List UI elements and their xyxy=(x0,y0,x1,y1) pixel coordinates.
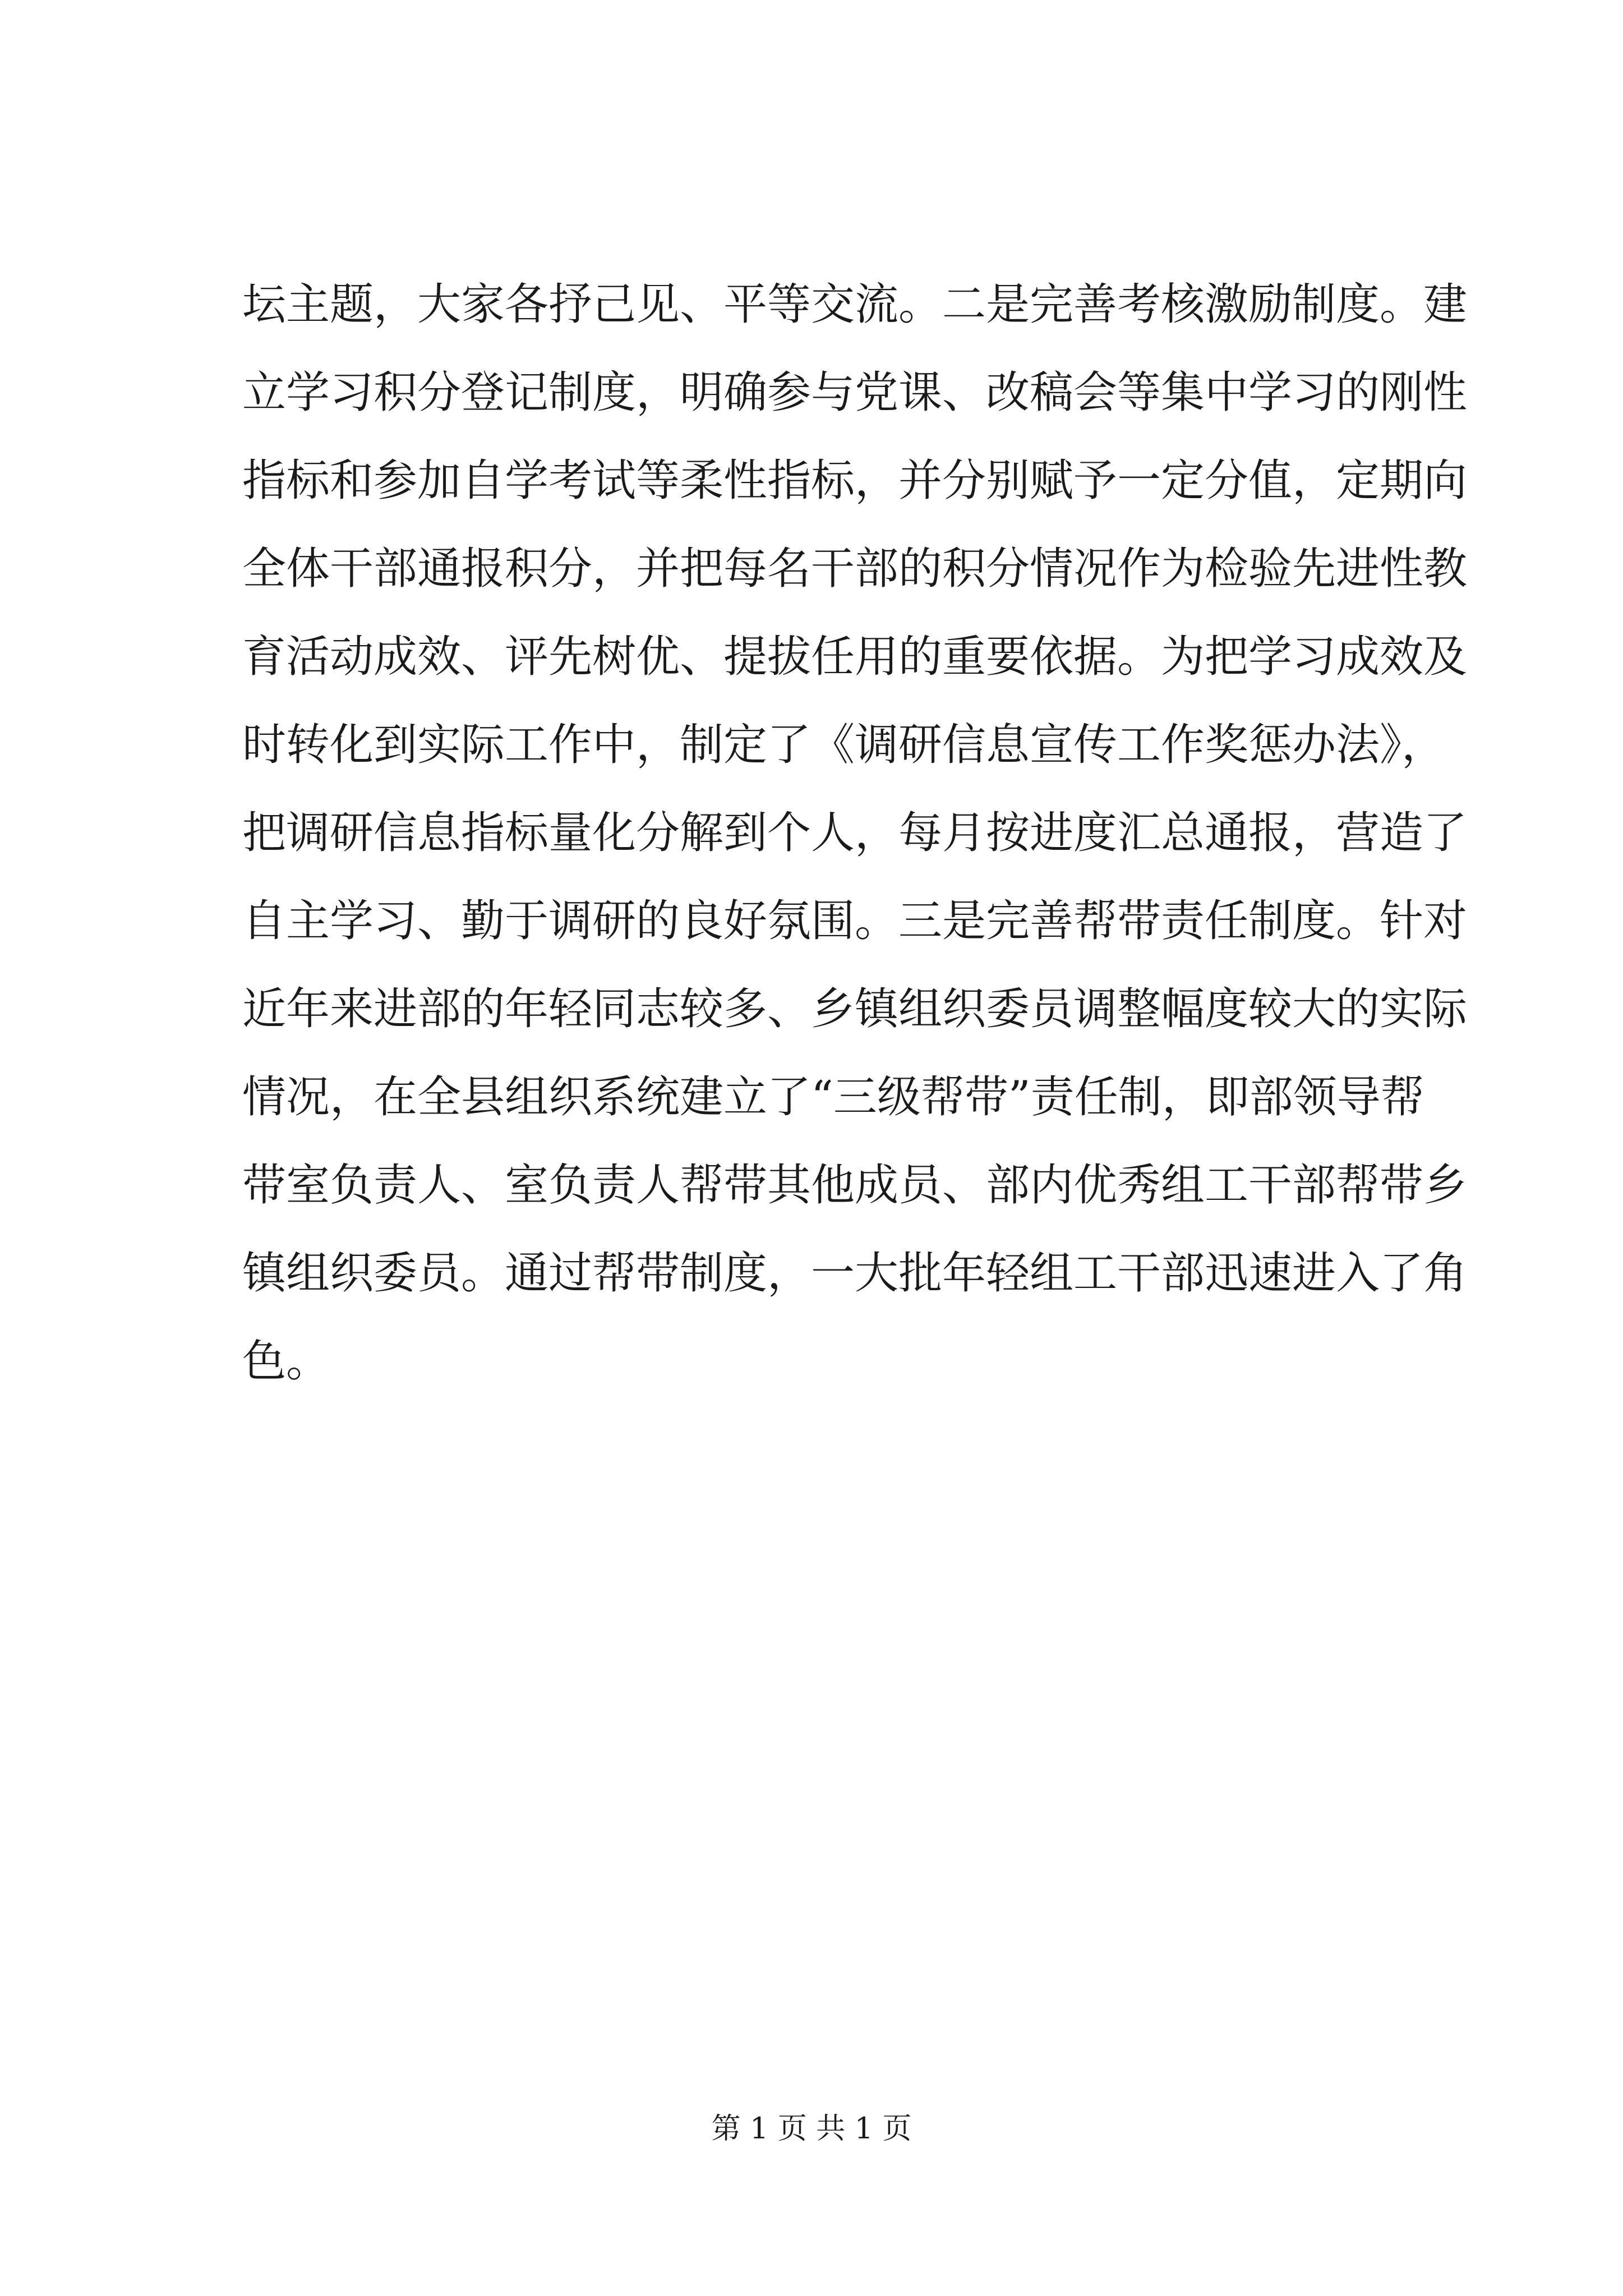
text-line: 近年来进部的年轻同志较多、乡镇组织委员调整幅度较大的实际 xyxy=(242,984,1468,1034)
body-paragraph xyxy=(242,261,1468,1406)
text-line: 带室负责人、室负责人帮带其他成员、部内优秀组工干部帮带乡 xyxy=(242,1160,1468,1211)
text-line: 镇组织委员。通过帮带制度，一大批年轻组工干部迅速进入了角 xyxy=(242,1248,1468,1299)
text-line: 全体干部通报积分，并把每名干部的积分情况作为检验先进性教 xyxy=(242,544,1468,594)
text-line: 自主学习、勤于调研的良好氛围。三是完善帮带责任制度。针对 xyxy=(242,896,1468,946)
text-line: 色。 xyxy=(242,1336,330,1387)
text-line: 坛主题，大家各抒己见、平等交流。二是完善考核激励制度。建 xyxy=(242,279,1468,330)
page-number: 第 1 页 共 1 页 xyxy=(711,2112,912,2146)
text-line: 指标和参加自学考试等柔性指标，并分别赋予一定分值，定期向 xyxy=(242,455,1468,506)
text-line: 时转化到实际工作中，制定了《调研信息宣传工作奖惩办法》， xyxy=(242,720,1446,770)
text-line: 情况，在全县组织系统建立了“三级帮带”责任制，即部领导帮 xyxy=(242,1072,1424,1122)
page-footer xyxy=(0,2109,1623,2148)
text-line: 育活动成效、评先树优、提拔任用的重要依据。为把学习成效及 xyxy=(242,632,1468,682)
text-line: 把调研信息指标量化分解到个人，每月按进度汇总通报，营造了 xyxy=(242,808,1468,858)
text-line: 立学习积分登记制度，明确参与党课、改稿会等集中学习的刚性 xyxy=(242,367,1468,418)
